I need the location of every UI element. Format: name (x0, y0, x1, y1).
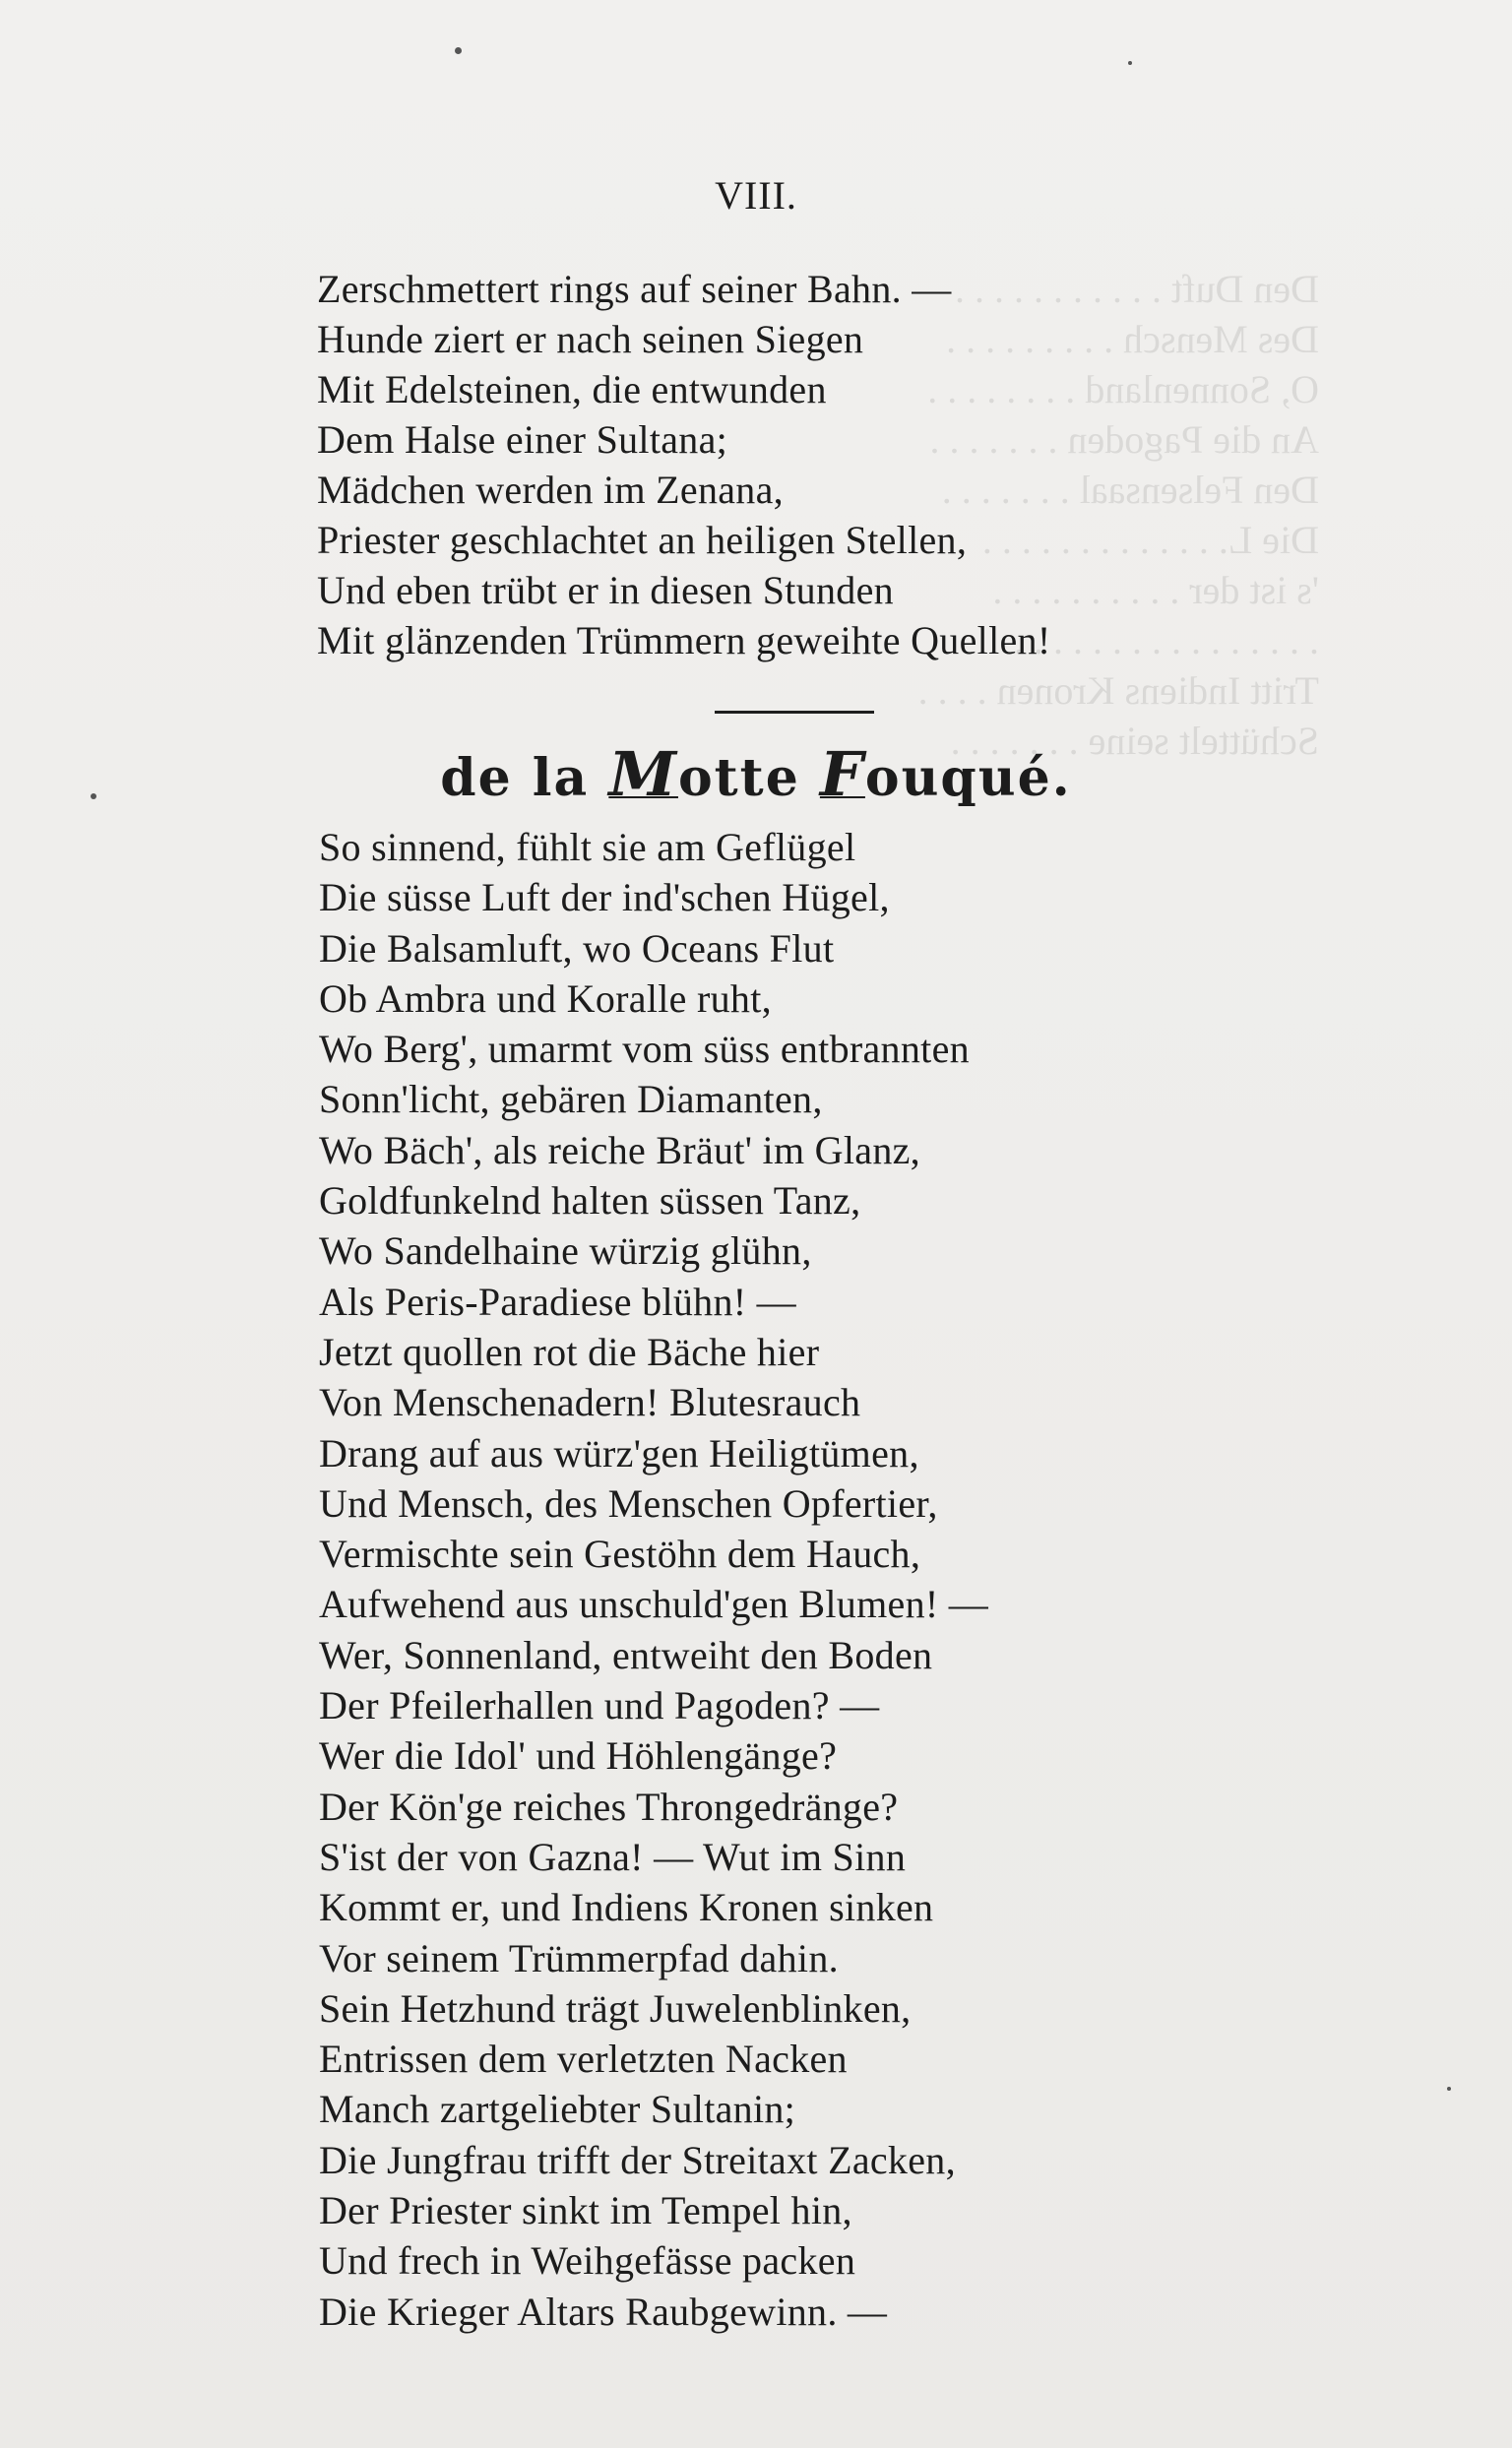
paper-speck (1447, 2087, 1451, 2091)
poem-line: Vermischte sein Gestöhn dem Hauch, (319, 1532, 921, 1577)
poem-line: Der Pfeilerhallen und Pagoden? — (319, 1683, 880, 1728)
poem-line: Mädchen werden im Zenana, (317, 468, 784, 512)
poem-line: Kommt er, und Indiens Kronen sinken (319, 1885, 934, 1930)
author-heading-part: de la (440, 748, 609, 808)
poem-line: Priester geschlachtet an heiligen Stellen, (317, 518, 968, 562)
section-divider (715, 711, 874, 714)
poem-line: Der Kön'ge reiches Throngedränge? (319, 1784, 899, 1829)
page-number: VIII. (715, 173, 797, 218)
poem-line: Wer, Sonnenland, entweiht den Boden (319, 1632, 933, 1677)
poem-line: Sein Hetzhund trägt Juwelenblinken, (319, 1985, 912, 2031)
poem-line: Von Menschenadern! Blutesrauch (319, 1380, 861, 1425)
poem-line: Und eben trübt er in diesen Stunden (317, 568, 894, 612)
poem-line: Als Peris-Paradiese blühn! — (319, 1279, 796, 1324)
author-heading-initial: F (819, 738, 865, 810)
poem-line: Und frech in Weihgefässe packen (319, 2238, 856, 2284)
poem-line: Wo Bäch', als reiche Bräut' im Glanz, (319, 1127, 920, 1172)
paper-speck (455, 47, 462, 54)
poem-line: Aufwehend aus unschuld'gen Blumen! — (319, 1582, 989, 1627)
reverse-side-bleed-through: Den Duft . . . . . . . . . . . Des Mensch . . . . . . . . . O, Sonnenland . . . . . . . . An die Pagoden . . . . . . . Den Felsensaal . . . . . . . Die L. . . . . . . . . . . . . 's ist der . . . . . . . . . . . . . . . . . . . . . . . . . . Tritt Indiens Kronen . . . . Schüttelt seine . . . . . . . (917, 267, 1319, 763)
poem-line: Manch zartgeliebter Sultanin; (319, 2087, 796, 2132)
poem-line: Drang auf aus würz'gen Heiligtümen, (319, 1430, 919, 1475)
poem-line: Der Priester sinkt im Tempel hin, (319, 2188, 852, 2233)
poem-line: Hunde ziert er nach seinen Siegen (317, 317, 864, 361)
poem-line: Ob Ambra und Koralle ruht, (319, 975, 772, 1021)
poem-line: Die Jungfrau trifft der Streitaxt Zacken, (319, 2137, 956, 2182)
poem-line: Die süsse Luft der ind'schen Hügel, (319, 875, 890, 920)
author-heading-part: ouqué. (864, 748, 1072, 808)
poem-line: Wer die Idol' und Höhlengänge? (319, 1733, 838, 1779)
poem-line: Wo Sandelhaine würzig glühn, (319, 1228, 812, 1274)
poem-line: Zerschmettert rings auf seiner Bahn. — (317, 267, 952, 311)
poem-line: Jetzt quollen rot die Bäche hier (319, 1329, 820, 1374)
author-heading-part: otte (677, 748, 820, 808)
poem-line: Wo Berg', umarmt vom süss entbrannten (319, 1027, 970, 1072)
poem-line: Dem Halse einer Sultana; (317, 417, 728, 462)
poem-line: Goldfunkelnd halten süssen Tanz, (319, 1178, 861, 1224)
poem-line: Die Krieger Altars Raubgewinn. — (319, 2289, 888, 2334)
poem-line: Mit glänzenden Trümmern geweihte Quellen! (317, 618, 1051, 662)
poem-line: Sonn'licht, gebären Diamanten, (319, 1077, 823, 1122)
author-heading-initial: M (608, 738, 678, 810)
poem-line: Die Balsamluft, wo Oceans Flut (319, 925, 835, 971)
paper-speck (1128, 61, 1132, 65)
poem-stanza-2 (319, 822, 988, 2337)
author-heading (0, 738, 1512, 810)
poem-stanza-1 (317, 264, 1050, 665)
poem-line: Und Mensch, des Menschen Opfertier, (319, 1480, 938, 1526)
poem-line: So sinnend, fühlt sie am Geflügel (319, 825, 856, 869)
poem-line: Entrissen dem verletzten Nacken (319, 2037, 848, 2082)
poem-line: S'ist der von Gazna! — Wut im Sinn (319, 1834, 907, 1879)
poem-line: Vor seinem Trümmerpfad dahin. (319, 1935, 839, 1980)
poem-line: Mit Edelsteinen, die entwunden (317, 367, 827, 411)
